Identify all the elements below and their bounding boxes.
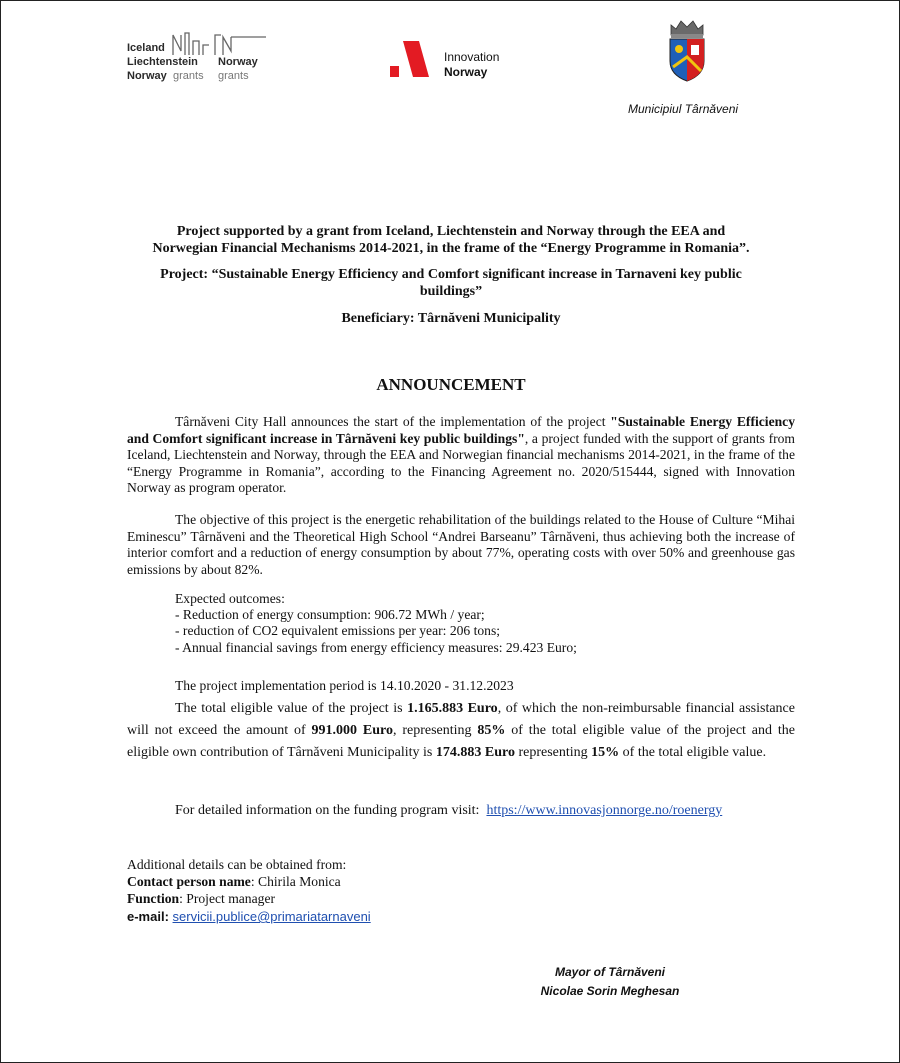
- eea-iceland-text: Iceland: [127, 42, 165, 54]
- grant-percentage: 85%: [477, 723, 506, 738]
- grant-value: 991.000 Euro: [311, 723, 393, 738]
- eea-norway-text: Norway: [218, 56, 258, 68]
- p1-rest-text: , a project funded with the support of grants from Iceland, Liechtenstein and Norway, through the EEA and Norwegian financial mechanisms 2014-2021, in the frame of the “Energy Programme in Romania”, according to the Financing Agreement no. 2020/515444, signed with Innovation Norway as program operator.: [127, 430, 795, 496]
- grant-support-line-2: Norwegian Financial Mechanisms 2014-2021, in the frame of the “Energy Programme in Romania”.: [152, 241, 750, 256]
- contact-email-line: [127, 908, 371, 926]
- funding-info-text: For detailed information on the funding program visit:: [175, 803, 480, 818]
- contact-function-line: [127, 890, 275, 908]
- announcement-paragraph-1: [127, 414, 795, 497]
- project-title-line-2: buildings”: [419, 284, 483, 299]
- project-title-line-1: Project: “Sustainable Energy Efficiency and Comfort significant increase in Tarnaveni key public: [160, 267, 742, 282]
- innovation-norway-text: [444, 50, 499, 80]
- p1-project-name: "Sustainable Energy Efficiency and Comfort significant increase in Târnăveni key public buildings": [127, 414, 795, 446]
- p1-intro-text: Târnăveni City Hall announces the start of the implementation of the project: [175, 414, 611, 429]
- value-text: The total eligible value of the project is: [175, 701, 408, 716]
- contact-email-link[interactable]: servicii.publice@primariatarnaveni: [172, 909, 371, 924]
- funding-program-link[interactable]: https://www.innovasjonnorge.no/roenergy: [486, 803, 723, 818]
- eea-norway-grants-text: Norway: [127, 70, 167, 82]
- contact-function-label: Function: [127, 891, 180, 906]
- eea-liechtenstein-text: Liechtenstein: [127, 56, 198, 68]
- grant-support-line-1: Project supported by a grant from Iceland, Liechtenstein and Norway through the EEA and: [176, 224, 726, 239]
- value-text: of the total eligible value.: [619, 745, 767, 760]
- eea-skyline-icon: [171, 31, 267, 59]
- contact-name-label: Contact person name: [127, 874, 251, 889]
- outcomes-title: Expected outcomes:: [175, 591, 285, 606]
- contact-name-value: : Chirila Monica: [250, 874, 341, 889]
- total-value: 1.165.883 Euro: [407, 701, 498, 716]
- own-contribution-value: 174.883 Euro: [435, 745, 515, 760]
- value-text: , representing: [392, 723, 478, 738]
- innovation-norway-logo: [387, 39, 527, 83]
- eea-grants-text-1: grants: [173, 70, 204, 82]
- coat-of-arms-icon: [665, 17, 709, 83]
- beneficiary-line: Beneficiary: Târnăveni Municipality: [341, 311, 561, 326]
- municipality-label: Municipiul Târnăveni: [628, 102, 739, 116]
- objective-paragraph: The objective of this project is the energetic rehabilitation of the buildings related to the House of Culture “Mihai Eminescu” Târnăveni and the Theoretical High School “Andrei Barseanu” Târnăveni, thus achieving both the increase of interior comfort and a reduction of energy consumption by about 77%, operating costs with over 50% and greenhouse gas emissions by about 82%.: [127, 512, 795, 577]
- value-text: , of which the non-reimbursable financial assistance will not exceed the amount of: [127, 701, 795, 738]
- contact-function-value: : Project manager: [179, 891, 275, 906]
- eea-grants-text-2: grants: [218, 70, 249, 82]
- eligible-value-paragraph: [127, 698, 795, 764]
- contact-name-line: [127, 873, 341, 891]
- value-text: representing: [514, 745, 592, 760]
- norway-text: Norway: [444, 65, 488, 79]
- innovation-norway-mark-icon: [387, 39, 433, 79]
- contact-email-label: e-mail:: [127, 909, 169, 924]
- outcome-item: - reduction of CO2 equivalent emissions per year: 206 tons;: [175, 623, 501, 638]
- mayor-name: Nicolae Sorin Meghesan: [540, 984, 680, 998]
- announcement-title: ANNOUNCEMENT: [376, 375, 526, 394]
- outcome-item: - Reduction of energy consumption: 906.72 MWh / year;: [175, 607, 485, 622]
- contact-intro: Additional details can be obtained from:: [127, 857, 347, 872]
- value-text: of the total eligible value of the project and the eligible own contribution of Târnăveni Municipality is: [127, 723, 795, 760]
- implementation-period: The project implementation period is 14.10.2020 - 31.12.2023: [175, 678, 514, 693]
- own-contribution-percentage: 15%: [591, 745, 620, 760]
- innovation-text: Innovation: [444, 50, 500, 64]
- outcome-item: - Annual financial savings from energy efficiency measures: 29.423 Euro;: [175, 640, 577, 655]
- eea-grants-logo: [127, 31, 267, 91]
- funding-info-line: [175, 803, 722, 820]
- mayor-title: Mayor of Târnăveni: [554, 965, 666, 979]
